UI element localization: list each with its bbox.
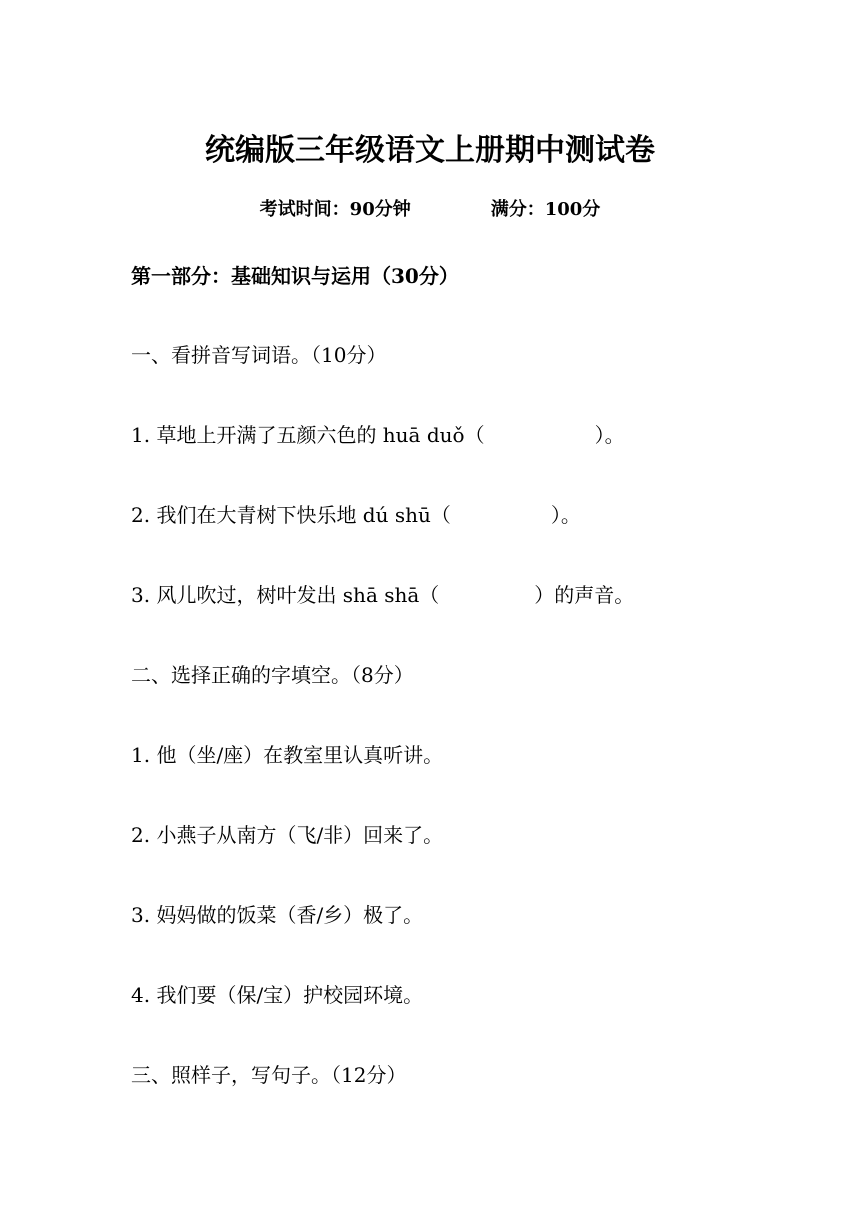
item-text: 2. 我们在大青树下快乐地 dú shū（ bbox=[131, 503, 451, 527]
section2-heading: 二、选择正确的字填空。（8分） bbox=[131, 663, 414, 687]
item-text-end: ）。 bbox=[594, 423, 625, 447]
item-text: 1. 草地上开满了五颜六色的 huā duǒ（ bbox=[131, 423, 485, 447]
section1-item-1 bbox=[131, 420, 625, 450]
section2-item-2: 2. 小燕子从南方（飞/非）回来了。 bbox=[131, 823, 444, 847]
section3-heading: 三、照样子，写句子。（12分） bbox=[131, 1063, 407, 1087]
exam-title: 统编版三年级语文上册期中测试卷 bbox=[205, 133, 655, 168]
item-text-end: ）的声音。 bbox=[534, 583, 635, 607]
section1-item-3 bbox=[131, 580, 634, 610]
section2-item-4: 4. 我们要（保/宝）护校园环境。 bbox=[131, 983, 424, 1007]
exam-time: 考试时间：90分钟 bbox=[259, 199, 411, 220]
item-text-end: ）。 bbox=[550, 503, 581, 527]
part1-heading: 第一部分：基础知识与运用（30分） bbox=[131, 264, 459, 288]
section1-heading: 一、看拼音写词语。（10分） bbox=[131, 343, 387, 367]
full-score: 满分：100分 bbox=[490, 199, 601, 220]
exam-info bbox=[0, 196, 860, 224]
item-text: 3. 风儿吹过，树叶发出 shā shā（ bbox=[131, 583, 440, 607]
section2-item-1: 1. 他（坐/座）在教室里认真听讲。 bbox=[131, 743, 444, 767]
section1-item-2 bbox=[131, 500, 581, 530]
section2-item-3: 3. 妈妈做的饭菜（香/乡）极了。 bbox=[131, 903, 424, 927]
